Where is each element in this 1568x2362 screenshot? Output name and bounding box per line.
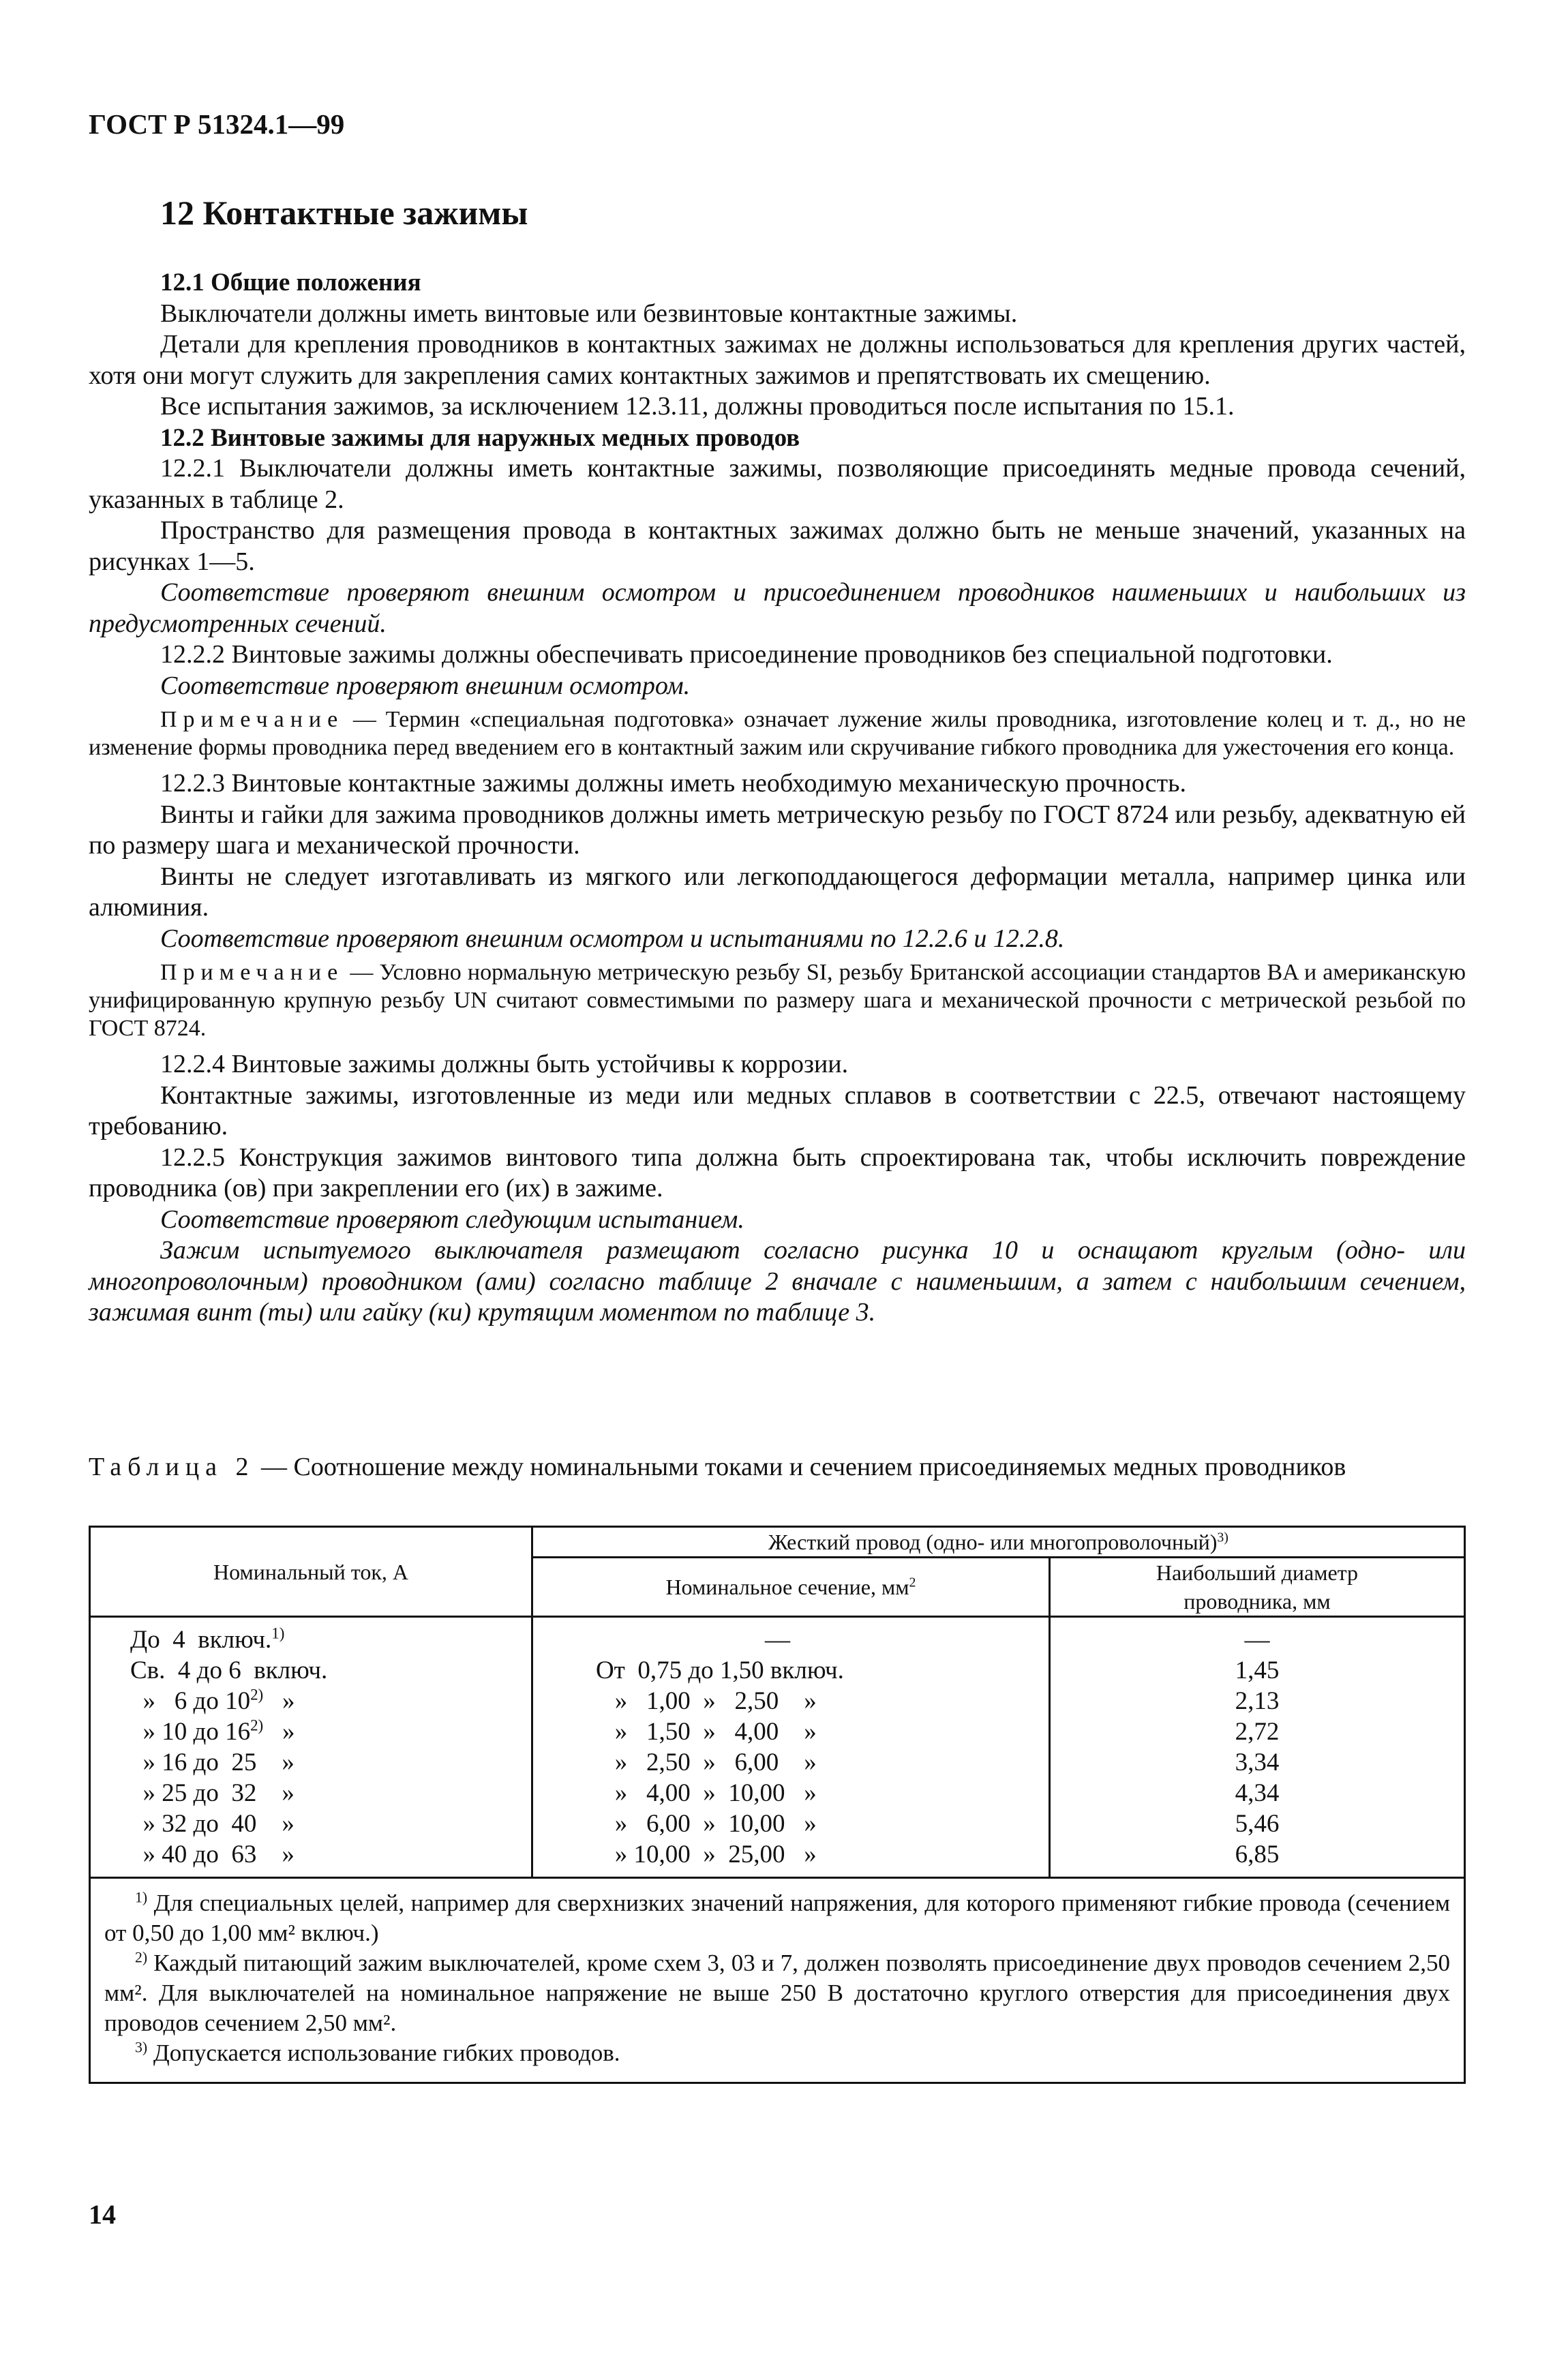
header-current: Номинальный ток, А [90, 1527, 532, 1617]
footnote: $^{1)}$ Для специальных целей, например для сверхнизких значений напряжения, для которого применяют гибкие провода (сечением от 0,50 до 1,00 мм² включ.) [104, 1889, 1450, 1946]
table-row: » 6 до 10$^{2)}$ » » 1,00 » 2,50 » 2,13 [90, 1686, 1465, 1716]
section-title: 12 Контактные зажимы [160, 194, 528, 232]
subsection-heading: 12.2 Винтовые зажимы для наружных медных проводов [160, 423, 800, 452]
note [89, 706, 1466, 761]
note-text: — Термин «специальная подготовка» означает лужение жилы проводника, изготовление колец и т. д., но не изменение формы проводника перед введением его в контактный зажим или скручивание гибкого проводника для ужесточения его конца. [89, 707, 1466, 760]
note-text: — Условно нормальную метрическую резьбу SI, резьбу Британской ассоциации стандартов BA и американскую унифицированную крупную резьбу UN считают совместимыми по размеру шага и механической прочности с метрической резьбой по ГОСТ 8724. [89, 960, 1466, 1041]
table-row: » 25 до 32 » » 4,00 » 10,00 » 4,34 [90, 1778, 1465, 1808]
table-row: До 4 включ.$^{1)}$ — — [90, 1617, 1465, 1656]
table-2 [89, 1526, 1466, 2084]
header-rigid-wire: Жесткий провод (одно- или многопроволочный)$^{3)}$ [532, 1527, 1464, 1558]
table-caption-text: — Соотношение между номинальными токами и сечением присоединяемых медных проводников [261, 1453, 1346, 1481]
paragraph: 12.2.1 Выключатели должны иметь контактные зажимы, позволяющие присоединять медные провода сечений, указанных в таблице 2. [89, 454, 1466, 514]
note [89, 958, 1466, 1042]
paragraph: Детали для крепления проводников в контактных зажимах не должны использоваться для крепления других частей, хотя они могут служить для закрепления самих контактных зажимов и препятствовать их смещению. [89, 330, 1466, 390]
paragraph: Пространство для размещения провода в контактных зажимах должно быть не меньше значений, указанных на рисунках 1—5. [89, 516, 1466, 576]
paragraph: Винты не следует изготавливать из мягкого или легкоподдающегося деформации металла, например цинка или алюминия. [89, 862, 1466, 922]
page-number: 14 [89, 2199, 116, 2230]
paragraph: 12.2.3 Винтовые контактные зажимы должны иметь необходимую механическую прочность. [160, 769, 1186, 798]
footnote: $^{2)}$ Каждый питающий зажим выключателей, кроме схем 3, 03 и 7, должен позволять присоединение двух проводов сечением 2,50 мм². Для выключателей на номинальное напряжение не выше 250 В достаточно круглого отверстия для присоединения двух проводов сечением 2,50 мм². [104, 1949, 1450, 2036]
note-label: Примечание [160, 960, 344, 985]
paragraph: Все испытания зажимов, за исключением 12.3.11, должны проводиться после испытания по 15.1. [160, 392, 1235, 421]
compliance-text: Зажим испытуемого выключателя размещают согласно рисунка 10 и оснащают круглым (одно- или многопроволочным) проводником (ами) согласно таблице 2 вначале с наименьшим, а затем с наибольшим сечением, зажимая винт (ты) или гайку (ки) крутящим моментом по таблице 3. [89, 1236, 1466, 1327]
paragraph: 12.2.5 Конструкция зажимов винтового типа должна быть спроектирована так, чтобы исключить повреждение проводника (ов) при закреплении его (их) в зажиме. [89, 1142, 1466, 1202]
paragraph: 12.2.2 Винтовые зажимы должны обеспечивать присоединение проводников без специальной подготовки. [160, 640, 1333, 669]
compliance-text: Соответствие проверяют внешним осмотром и испытаниями по 12.2.6 и 12.2.8. [160, 924, 1065, 953]
table-row: » 40 до 63 » » 10,00 » 25,00 » 6,85 [90, 1839, 1465, 1878]
paragraph: Винты и гайки для зажима проводников должны иметь метрическую резьбу по ГОСТ 8724 или резьбу, адекватную ей по размеру шага и механической прочности. [89, 800, 1466, 860]
compliance-text: Соответствие проверяют внешним осмотром и присоединением проводников наименьших и наибольших из предусмотренных сечений. [89, 578, 1466, 638]
table-footnotes [90, 1878, 1465, 2083]
header-section: Номинальное сечение, $мм^2$ [532, 1558, 1049, 1617]
table-row: » 16 до 25 » » 2,50 » 6,00 » 3,34 [90, 1747, 1465, 1778]
table-row: Св. 4 до 6 включ. От 0,75 до 1,50 включ. 1,45 [90, 1655, 1465, 1686]
table-row: » 10 до 16$^{2)}$ » » 1,50 » 4,00 » 2,72 [90, 1716, 1465, 1747]
paragraph: 12.2.4 Винтовые зажимы должны быть устойчивы к коррозии. [160, 1050, 849, 1078]
table-caption [89, 1452, 1466, 1483]
subsection-heading: 12.1 Общие положения [160, 269, 421, 297]
running-header: ГОСТ Р 51324.1—99 [89, 108, 345, 140]
note-label: Примечание [160, 707, 344, 732]
header-diameter: Наибольший диаметр проводника, мм [1049, 1558, 1464, 1617]
body-text [89, 267, 1466, 1329]
paragraph: Выключатели должны иметь винтовые или безвинтовые контактные зажимы. [160, 299, 1018, 328]
footnote: $^{3)}$ Допускается использование гибких проводов. [135, 2039, 620, 2066]
paragraph: Контактные зажимы, изготовленные из меди или медных сплавов в соответствии с 22.5, отвечают настоящему требованию. [89, 1080, 1466, 1140]
table-label: Таблица 2 [89, 1453, 255, 1481]
compliance-text: Соответствие проверяют внешним осмотром. [160, 671, 691, 700]
table-row: » 32 до 40 » » 6,00 » 10,00 » 5,46 [90, 1808, 1465, 1839]
compliance-text: Соответствие проверяют следующим испытанием. [160, 1205, 744, 1234]
